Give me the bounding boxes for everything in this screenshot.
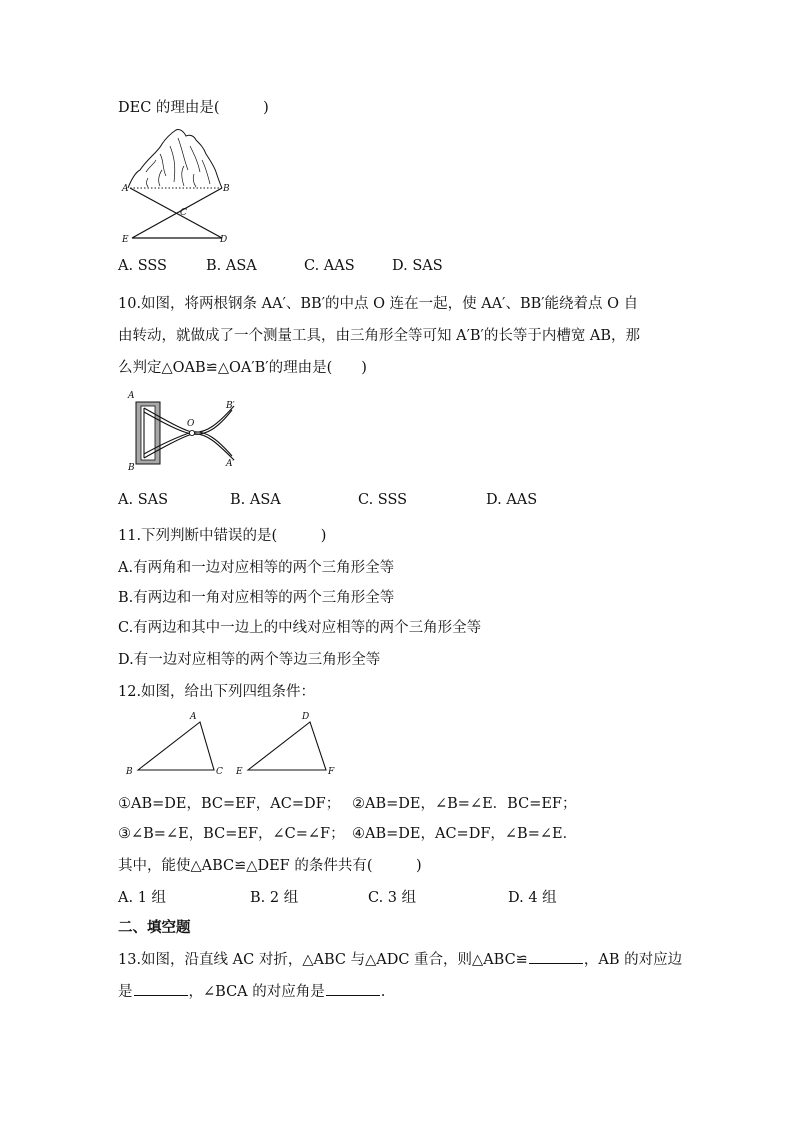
q10-label-b: B — [128, 463, 135, 473]
q11-choice-b[interactable]: B.有两边和一角对应相等的两个三角形全等 — [118, 590, 395, 606]
q9-option-d[interactable]: D. SAS — [392, 258, 443, 274]
q10-label-a-prime: A′ — [226, 459, 235, 469]
q10-line-2: 由转动，就做成了一个测量工具，由三角形全等可知 A′B′的长等于内槽宽 AB，那 — [118, 328, 641, 344]
q10-option-a[interactable]: A. SAS — [118, 492, 169, 508]
q9-label-a: A — [122, 184, 129, 194]
q10-figure — [122, 388, 242, 478]
q13-text-3: 是 — [118, 984, 133, 1000]
q12-label-a: A — [190, 712, 197, 722]
q9-label-e: E — [122, 235, 129, 245]
q9-figure — [118, 126, 238, 246]
q12-condition-3: ③∠B=∠E，BC=EF，∠C=∠F； — [118, 826, 345, 842]
q10-option-d[interactable]: D. AAS — [486, 492, 538, 508]
q11-choice-c[interactable]: C.有两边和其中一边上的中线对应相等的两个三角形全等 — [118, 620, 482, 636]
q9-option-b[interactable]: B. ASA — [206, 258, 257, 274]
q12-label-e: E — [236, 767, 243, 777]
q10-option-b[interactable]: B. ASA — [230, 492, 281, 508]
q13-text-2: ，AB 的对应边 — [583, 952, 683, 968]
q12-label-b: B — [126, 767, 133, 777]
q10-label-o: O — [187, 419, 195, 429]
q12-condition-4: ④AB=DE，AC=DF，∠B=∠E． — [352, 826, 578, 842]
q13-text-1: 13.如图，沿直线 AC 对折，△ABC 与△ADC 重合，则△ABC≌ — [118, 952, 528, 968]
q9-option-a[interactable]: A. SSS — [118, 258, 167, 274]
q12-option-b[interactable]: B. 2 组 — [250, 890, 299, 906]
q12-label-f: F — [328, 767, 335, 777]
q13-line-2 — [118, 980, 385, 1001]
q13-blank-1[interactable] — [529, 949, 583, 964]
q10-option-c[interactable]: C. SSS — [358, 492, 408, 508]
q12-label-c: C — [216, 767, 223, 777]
q12-option-a[interactable]: A. 1 组 — [118, 890, 167, 906]
q13-text-5: . — [380, 984, 386, 1000]
q10-label-b-prime: B′ — [226, 401, 235, 411]
q9-label-b: B — [223, 184, 230, 194]
q13-text-4: ，∠BCA 的对应角是 — [188, 984, 325, 1000]
q12-condition-2: ②AB=DE，∠B=∠E．BC=EF； — [352, 796, 577, 812]
q10-line-3: 么判定△OAB≌△OA′B′的理由是( ) — [118, 360, 367, 376]
q12-option-d[interactable]: D. 4 组 — [508, 890, 557, 906]
q13-blank-2[interactable] — [134, 981, 188, 996]
q9-label-d: D — [220, 235, 228, 245]
q10-label-a: A — [128, 391, 135, 401]
q13-line-1 — [118, 948, 682, 969]
q12-label-d: D — [302, 712, 310, 722]
q12-figure — [122, 708, 352, 780]
q11-stem: 11.下列判断中错误的是( ) — [118, 528, 327, 544]
q12-question: 其中，能使△ABC≌△DEF 的条件共有( ) — [118, 858, 422, 874]
section-title-fill-in: 二、填空题 — [118, 920, 191, 936]
q11-choice-a[interactable]: A.有两角和一边对应相等的两个三角形全等 — [118, 560, 395, 576]
q9-label-c: C — [180, 208, 187, 218]
q13-blank-3[interactable] — [326, 981, 380, 996]
q12-condition-1: ①AB=DE，BC=EF，AC=DF； — [118, 796, 341, 812]
q9-option-c[interactable]: C. AAS — [304, 258, 355, 274]
q11-choice-d[interactable]: D.有一边对应相等的两个等边三角形全等 — [118, 652, 381, 668]
q10-line-1: 10.如图，将两根钢条 AA′、BB′的中点 O 连在一起，使 AA′、BB′能绕着点 O 自 — [118, 296, 639, 312]
q12-stem: 12.如图，给出下列四组条件： — [118, 684, 316, 700]
q12-option-c[interactable]: C. 3 组 — [368, 890, 417, 906]
q9-stem-tail: DEC 的理由是( ) — [118, 100, 269, 116]
